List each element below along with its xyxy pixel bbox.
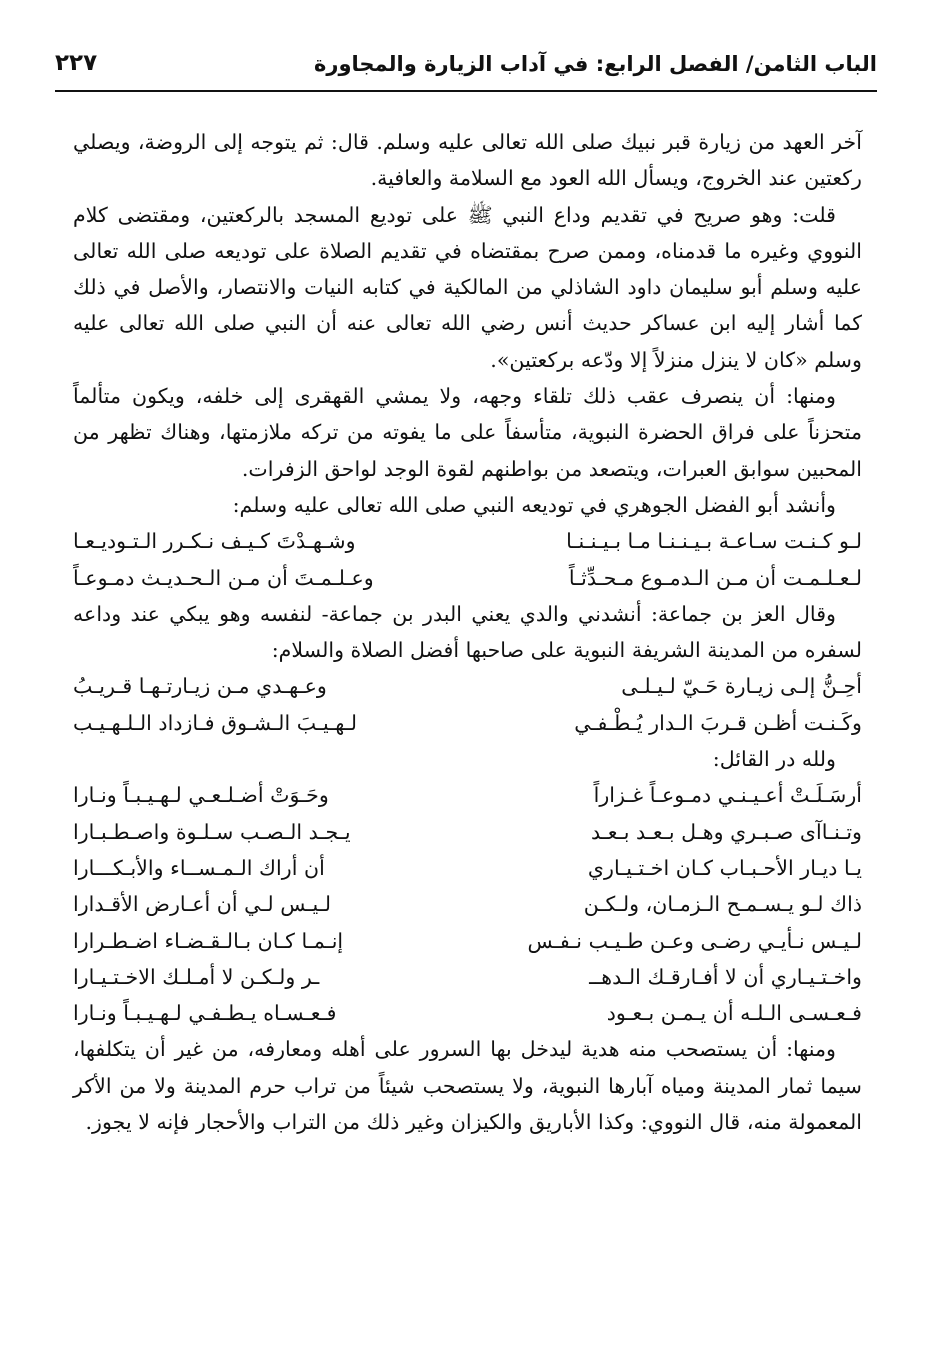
body-text (73, 124, 862, 1140)
paragraph: قلت: وهو صريح في تقديم وداع النبي ﷺ على توديع المسجد بالركعتين، ومقتضى كلام النووي وغيره ما قدمناه، وممن صرح بمقتضاه في تقديم الصلاة على توديعه صلى الله تعالى عليه وسلم أبو سليمان داود الشاذلي من المالكية في كتابه النيات والانتصار، والأصل في ذلك كما أشار إليه ابن عساكر حديث أنس رضي الله تعالى عنه أن النبي صلى الله تعالى عليه وسلم «كان لا ينزل منزلاً إلا ودّعه بركعتين». (73, 202, 862, 372)
verse-first-hemistich: واخـتـيـاري أن لا أفـارقـك الـدهــ (589, 964, 862, 989)
verse-first-hemistich: لـيـس نـأيـي رضـى وعـن طـيـب نـفـس (527, 928, 862, 953)
verse-second-hemistich: أن أراك الـمـســاء والأبـكـــارا (73, 855, 325, 880)
verse-first-hemistich: ذاك لـو يـسـمـح الـزمـان، ولـكـن (583, 892, 862, 917)
verse-line (73, 668, 862, 704)
verse-second-hemistich: وعـلـمـتَ أن مـن الـحـديـث دمـوعـاً (73, 565, 374, 590)
paragraph: وأنشد أبو الفضل الجوهري في توديعه النبي صلى الله تعالى عليه وسلم: (232, 492, 836, 517)
paragraph: آخر العهد من زيارة قبر نبيك صلى الله تعالى عليه وسلم. قال: ثم يتوجه إلى الروضة، ويصلي ركعتين عند الخروج، ويسأل الله العود مع السلامة والعافية. (73, 130, 862, 191)
verse-line (73, 886, 862, 922)
verse-second-hemistich: يـجـد الـصـب سـلـوة واصـطـبـارا (73, 819, 351, 844)
paragraph: ولله در القائل: (712, 747, 836, 772)
verse-second-hemistich: وحَـوَتْ أضـلـعـي لـهـيـبـاً ونـارا (73, 783, 329, 808)
verse-line (73, 923, 862, 959)
verse-line (73, 995, 862, 1031)
running-title: الباب الثامن/ الفصل الرابع: في آداب الزيارة والمجاورة (314, 52, 877, 76)
verse-second-hemistich: فـعـسـاه يـطـفـي لـهـيـبـاً ونـارا (73, 1001, 337, 1026)
verse-second-hemistich: ـر ولـكـن لا أمـلـك الاخـتـيـارا (73, 964, 320, 989)
verse-first-hemistich: أحِـنُّ إلـى زيـارة حَـيّ لـيـلـى (621, 674, 862, 699)
verse-line (73, 705, 862, 741)
verse-first-hemistich: وكَـنـت أظـن قـربَ الـدار يُـطْـفـي (574, 710, 862, 735)
verse-first-hemistich: أرسَـلَـتْ أعـيـنـي دمـوعـاً غـزاراً (593, 783, 862, 808)
verse-first-hemistich: لـعـلـمـت أن مـن الـدمـوع مـحـدِّثـاً (568, 565, 862, 590)
verse-second-hemistich: لـهـيـبَ الـشـوق فـازداد الـلـهـيـب (73, 710, 358, 735)
verse-first-hemistich: وتـنـاآى صـبـري وهـل بـعـد بـعـد (590, 819, 862, 844)
verse-first-hemistich: يـا ديـار الأحـبـاب كـان اخـتـيـاري (587, 855, 862, 880)
verse-line (73, 850, 862, 886)
paragraph: وقال العز بن جماعة: أنشدني والدي يعني البدر بن جماعة- لنفسه وهو يبكي عند وداعه لسفره من المدينة الشريفة النبوية على صاحبها أفضل الصلاة والسلام: (73, 601, 862, 663)
verse-first-hemistich: فـعـسـى الـلـه أن يـمـن بـعـود (606, 1001, 862, 1026)
verse-line (73, 523, 862, 559)
verse-line (73, 814, 862, 850)
verse-second-hemistich: وشـهـدْتَ كـيـف نـكـرر الـتـوديـعـا (73, 529, 356, 554)
verse-line (73, 777, 862, 813)
poem-1 (73, 523, 862, 596)
verse-line (73, 560, 862, 596)
poem-2 (73, 668, 862, 741)
verse-second-hemistich: لـيـس لـي أن أعـارض الأقـدارا (73, 892, 332, 917)
paragraph: ومنها: أن يستصحب منه هدية ليدخل بها السرور على أهله ومعارفه، من غير أن يتكلفها، سيما ثمار المدينة ومياه آبارها النبوية، ولا يستصحب شيئاً من تراب حرم المدينة ولا من الأكر المعمولة منه، قال النووي: وكذا الأباريق والكيزان وغير ذلك من التراب والأحجار فإنه لا يجوز. (73, 1037, 862, 1135)
verse-first-hemistich: لـو كـنـت سـاعـة بـيـنـنـا مـا بـيـنـنـا (566, 529, 862, 554)
verse-second-hemistich: وعـهـدي مـن زيـارتـهـا قـريـبُ (73, 674, 327, 699)
page-header (55, 46, 877, 92)
verse-second-hemistich: إنـمـا كـان بـالـقـضـاء اضـطـرارا (73, 928, 344, 953)
verse-line (73, 959, 862, 995)
paragraph: ومنها: أن ينصرف عقب ذلك تلقاء وجهه، ولا يمشي القهقرى إلى خلفه، ويكون متألماً متحزناً على فراق الحضرة النبوية، متأسفاً على ما يفوته من تركه ملازمتها، وهناك تظهر من المحبين سوابق العبرات، ويتصعد من بواطنهم لقوة الوجد لواحق الزفرات. (73, 384, 862, 481)
page-number: ٢٢٧ (55, 50, 98, 76)
poem-3 (73, 777, 862, 1031)
